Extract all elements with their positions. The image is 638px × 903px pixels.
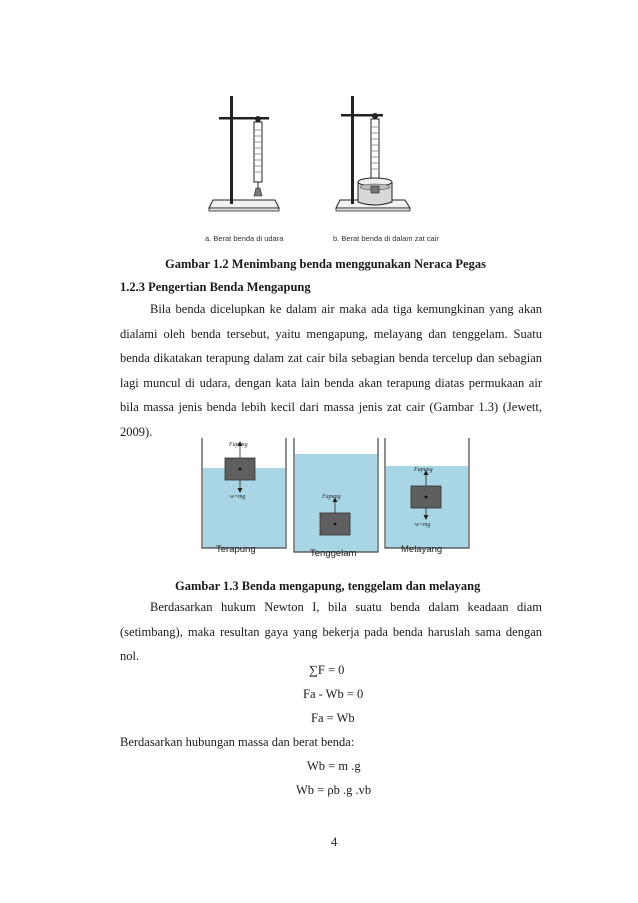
beaker-suspended xyxy=(385,438,469,548)
force-label-buoyancy-2: Fapung xyxy=(322,494,341,500)
figure-spring-balance xyxy=(205,92,470,250)
equation-fa-minus-wb: Fa - Wb = 0 xyxy=(303,687,364,701)
force-label-weight-3: w=mg xyxy=(415,522,431,528)
figure-label-b: b. Berat benda di dalam zat cair xyxy=(333,234,439,243)
spring-balance-illustration xyxy=(205,92,470,250)
force-label-buoyancy-1: Fapung xyxy=(229,442,248,448)
equation-wb-mg: Wb = m .g xyxy=(307,759,361,773)
paragraph-newton xyxy=(120,595,542,669)
section-heading: 1.2.3 Pengertian Benda Mengapung xyxy=(120,280,311,294)
figure-label-a: a. Berat benda di udara xyxy=(205,234,284,243)
paragraph-floating-definition xyxy=(120,297,542,444)
figure-caption-1-3: Gambar 1.3 Benda mengapung, tenggelam dan melayang xyxy=(175,579,481,593)
beaker-floating xyxy=(202,438,286,548)
beaker-label-melayang: Melayang xyxy=(401,544,443,555)
paragraph-floating-text: Bila benda dicelupkan ke dalam air maka ada tiga kemungkinan yang akan dialami oleh benda tersebut, yaitu mengapung, melayang dan tenggelam. Suatu benda dikatakan terapung dalam zat cair bila sebagian benda tercelup dan sebagian lagi muncul di udara, dengan kata lain benda akan terapung diatas permukaan air bila massa jenis benda lebih kecil dari massa jenis zat cair (Gambar 1.3) (Jewett, 2009). xyxy=(120,302,542,439)
equation-sum-force: ∑F = 0 xyxy=(309,663,345,677)
equation-fa-equals-wb: Fa = Wb xyxy=(311,711,355,725)
beaker-label-tenggelam: Tenggelam xyxy=(310,548,357,559)
paragraph-mass-weight: Berdasarkan hubungan massa dan berat benda: xyxy=(120,735,355,749)
force-label-weight-1: w=mg xyxy=(230,494,246,500)
equation-wb-density: Wb = ρb .g .vb xyxy=(296,783,372,797)
page-number: 4 xyxy=(331,835,338,849)
beaker-label-terapung: Terapung xyxy=(216,544,256,555)
figure-beakers xyxy=(200,436,475,564)
paragraph-newton-text: Berdasarkan hukum Newton I, bila suatu benda dalam keadaan diam (setimbang), maka resultan gaya yang bekerja pada benda haruslah sama dengan nol. xyxy=(120,600,542,663)
figure-caption-1-2: Gambar 1.2 Menimbang benda menggunakan Neraca Pegas xyxy=(165,257,486,271)
force-label-buoyancy-3: Fapung xyxy=(414,467,433,473)
